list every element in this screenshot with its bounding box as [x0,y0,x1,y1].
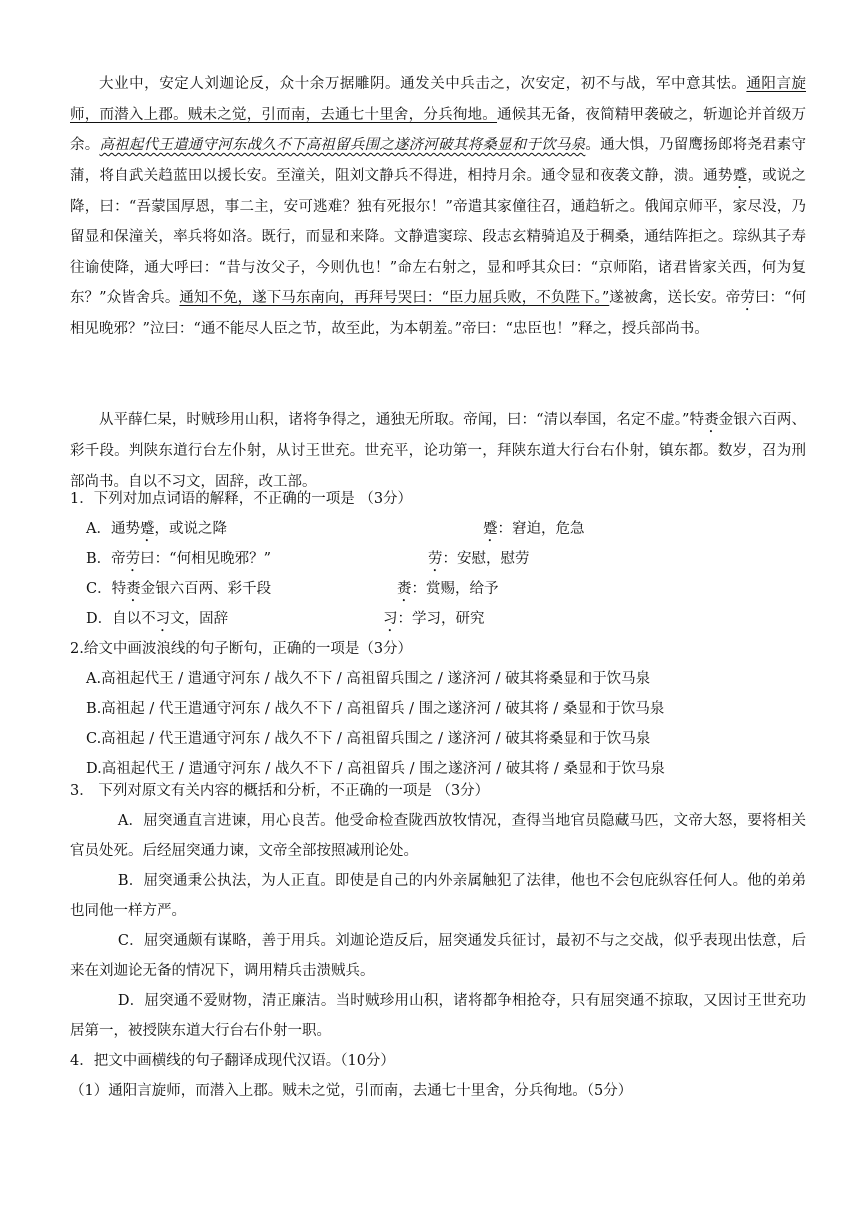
passage-text: 。通大惧，乃留鹰扬郎将尧君素守蒲，将自武关趋蓝田以援长安。至潼关，阻刘文静兵不得进，相持月余。通令显和夜袭文静，溃。通势 [70,137,807,184]
passage-text: 遂被禽，送长安。帝 [609,290,741,306]
q3-stem: 3． 下列对原文有关内容的概括和分析，不正确的一项是 （3分） [70,783,490,799]
q1-gloss-c: 赉：赏赐，给予 [397,581,499,597]
passage-text: 从平薛仁杲，时贼珍用山积，诸将争得之，通独无所取。帝闻，曰：“清以奉国，名定不虚。”特 [99,412,705,428]
dotted-word-cu: 蹙 [732,167,748,184]
dotted-word-lai: 赉 [704,412,719,428]
passage-text: 大业中，安定人刘迦论反，众十余万据雕阴。通发关中兵击之，次安定，初不与战，军中意其怯。 [99,76,747,92]
underlined-sentence-2: 通知不免，遂下马东南向，再拜号哭曰：“臣力屈兵败，不负陛下。” [179,290,610,306]
q3-option-b: B．屈突通秉公执法，为人正直。即使是自己的内外亲属触犯了法律，他也不会包庇纵容任何人。他的弟弟也同他一样方严。 [70,873,806,919]
wavy-underlined-sentence: 高祖起代王遣通守河东战久不下高祖留兵围之遂济河破其将桑显和于饮马泉 [99,137,586,153]
q1-stem: 1．下列对加点词语的解释，不正确的一项是 （3分） [70,491,413,507]
q3-option-a: A．屈突通直言进谏，用心良苦。他受命检查陇西放牧情况，查得当地官员隐藏马匹，文帝大怒，要将相关官员处死。后经屈突通力谏，文帝全部按照减刑论处。 [70,813,806,859]
passage-text: ，或说之降，曰：“吾蒙国厚恩，事二主，安可逃难？独有死报尔！”帝遣其家僮往召，通趋斩之。俄闻京师平，家尽没，乃留显和保潼关，率兵将如洛。既行，而显和来降。文静遣窦琮、段志玄精骑追及于稠桑，通结阵拒之。琮纵其子寿往谕使降，通大呼曰：“昔与汝父子，今则仇也！”命左右射之，显和呼其众曰：“京师陷，诸君皆家关西，何为复东？”众皆舍兵。 [70,167,807,306]
q2-option-d: D.高祖起代王 / 遣通守河东 / 战久不下 / 高祖留兵 / 围之遂济河 / 破其将 / 桑显和于饮马泉 [86,761,665,777]
q2-option-b: B.高祖起 / 代王遣通守河东 / 战久不下 / 高祖留兵 / 围之遂济河 / 破其将 / 桑显和于饮马泉 [86,701,665,717]
q1-gloss-d: 习：学习，研究 [383,611,485,627]
q2-option-c: C.高祖起 / 代王遣通守河东 / 战久不下 / 高祖留兵围之 / 遂济河 / 破其将桑显和于饮马泉 [86,731,651,747]
q2-stem: 2.给文中画波浪线的句子断句，正确的一项是（3分） [70,641,413,657]
q1-option-b: B．帝劳曰：“何相见晚邪？” [86,551,271,567]
q4-stem: 4．把文中画横线的句子翻译成现代汉语。（10分） [70,1053,395,1069]
q3-option-d: D．屈突通不爱财物，清正廉洁。当时贼珍用山积，诸将都争相抢夺，只有屈突通不掠取，又因讨王世充功居第一，被授陕东道大行台右仆射一职。 [70,993,806,1039]
q2-option-a: A.高祖起代王 / 遣通守河东 / 战久不下 / 高祖留兵围之 / 遂济河 / 破其将桑显和于饮马泉 [86,671,651,687]
passage-text: 通候其无备，夜简精甲袭破之，斩迦论并首级万余。 [70,106,807,153]
passage-text: 曰：“何相见晚邪？”泣曰：“通不能尽人臣之节，故至此，为本朝羞。”帝曰：“忠臣也！”释之，授兵部尚书。 [70,290,806,337]
q4-sub-question-1: （1）通阳言旋师，而潜入上郡。贼未之觉，引而南，去通七十里舍，分兵徇地。（5分） [70,1083,633,1099]
passage-text: 金银六百两、彩千段。判陕东道行台左仆射，从讨王世充。世充平，论功第一，拜陕东道大行台右仆射，镇东都。数岁，召为刑部尚书。自以不 [70,412,807,490]
q1-option-c: C．特赉金银六百两、彩千段 [86,581,272,597]
dotted-word-lao: 劳 [740,290,755,306]
q1-option-d: D．自以不习文，固辞 [86,611,229,627]
q1-option-a: A．通势蹙，或说之降 [86,521,227,537]
passage-paragraph-1 [70,69,806,345]
q1-gloss-b: 劳：安慰，慰劳 [428,551,530,567]
dotted-word-xi: 习 [171,473,186,490]
passage-text: 文，固辞，改工部。 [186,473,317,490]
q3-option-c: C．屈突通颇有谋略，善于用兵。刘迦论造反后，屈突通发兵征讨，最初不与之交战，似乎表现出怯意，后来在刘迦论无备的情况下，调用精兵击溃贼兵。 [70,933,806,979]
q1-gloss-a: 蹙：窘迫，危急 [483,521,585,537]
underlined-sentence-1: 通阳言旋师，而潜入上郡。贼未之觉，引而南，去通七十里舍，分兵徇地。 [70,76,807,123]
